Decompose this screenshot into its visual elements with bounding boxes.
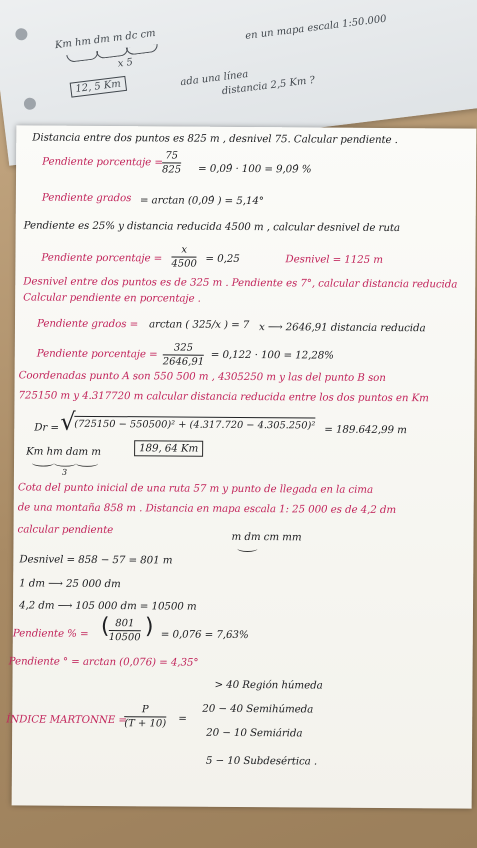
- martonne-row-3: 20 − 10 Semiárida: [206, 726, 303, 740]
- result-9-09: = 0,09̂ · 100 = 9,09̂ %: [198, 162, 312, 176]
- martonne-label: ÍNDICE MARTONNE =: [6, 713, 127, 727]
- unit-arc: [76, 460, 98, 467]
- back-units-row: Km hm dm m dc cm: [54, 27, 157, 52]
- text-line-7: Calcular pendiente en porcentaje .: [23, 291, 201, 305]
- unit-arc: [237, 545, 257, 552]
- paren-close: ): [144, 614, 154, 640]
- text-line-14: Cota del punto inicial de una ruta 57 m y punto de llegada en la cima: [17, 481, 374, 496]
- text-line-4: Pendiente es 25% y distancia reducida 4500 m , calcular desnivel de ruta: [23, 219, 401, 235]
- text-line-15: de una montaña 858 m . Distancia en mapa escala 1: 25 000 es de 4,2 dm: [17, 501, 397, 517]
- martonne-row-2: 20 − 40 Semihúmeda: [202, 702, 314, 716]
- back-problem-line2: ada una línea: [179, 68, 249, 89]
- unit-arc: [54, 460, 76, 467]
- fraction-numerator: 325: [163, 342, 204, 355]
- result-0-25: = 0,25: [205, 252, 240, 265]
- paren-open: (: [100, 614, 110, 640]
- result-5-14: = arctan (0,09̂ ) = 5,14°: [139, 194, 264, 208]
- pendiente-pct-label: Pendiente % =: [12, 627, 89, 640]
- conversion-arc: [66, 51, 99, 63]
- fraction-325-2646: [163, 342, 205, 367]
- units-row-2: m dm cm mm: [231, 530, 302, 544]
- text-line-16: calcular pendiente: [17, 523, 114, 537]
- units-row: Km hm dam m: [26, 445, 101, 459]
- fraction-numerator: P: [124, 704, 166, 717]
- boxed-km-result: 189, 64 Km: [134, 440, 203, 456]
- martonne-equals: =: [178, 712, 187, 725]
- fraction-denominator: 825: [162, 164, 182, 176]
- fraction-numerator: x: [171, 244, 197, 257]
- desnivel-calc: Desnivel = 858 − 57 = 801 m: [19, 553, 173, 567]
- conversion-1dm: 1 dm ⟶ 25 000 dm: [19, 577, 121, 591]
- fraction-denominator: (T + 10): [124, 718, 167, 730]
- punch-hole: [15, 28, 28, 41]
- martonne-row-4: 5 − 10 Subdesértica .: [205, 754, 318, 768]
- text-line-1: Distancia entre dos puntos es 825 m , desnivel 75. Calcular pendiente .: [32, 131, 398, 147]
- pendiente-porcentaje-label: Pendiente porcentaje =: [41, 251, 163, 265]
- martonne-row-1: > 40 Región húmeda: [214, 678, 323, 692]
- conversion-4-2dm: 4,2 dm ⟶ 105 000 dm = 10500 m: [18, 599, 197, 613]
- sqrt-symbol: √: [60, 407, 76, 436]
- desnivel-result: Desnivel = 1125 m: [285, 253, 383, 266]
- text-line-10: Coordenadas punto A son 550 500 m , 4305250 m y las del punto B son: [18, 369, 386, 384]
- pendiente-porcentaje-label: Pendiente porcentaje =: [42, 155, 163, 169]
- handwritten-notes-sheet: [6, 125, 477, 808]
- result-189642: = 189.642,99 m: [324, 423, 407, 437]
- fraction-x-4500: [171, 244, 197, 269]
- pendiente-degrees-line: Pendiente ° = arctan (0,076) = 4,35°: [8, 655, 199, 669]
- sqrt-expression: (725150 − 550500)² + (4.317.720 − 4.305.250)²: [74, 416, 315, 432]
- punch-hole: [23, 97, 36, 110]
- fraction-75-825: [162, 150, 181, 175]
- arctan-expression: arctan ( 325/x ) = 7: [148, 318, 250, 332]
- back-boxed-result: 12, 5 Km: [70, 76, 127, 98]
- fraction-denominator: 2646,91: [162, 356, 205, 368]
- pendiente-grados-label: Pendiente grados =: [36, 317, 139, 331]
- text-line-11: 725150 m y 4.317720 m calcular distancia reducida entre los dos puntos en Km: [18, 389, 429, 405]
- back-problem-line1: en un mapa escala 1:50.000: [244, 13, 388, 42]
- pendiente-grados-label: Pendiente grados: [41, 191, 132, 205]
- result-7-63: = 0,076 = 7,63%: [160, 628, 249, 642]
- fraction-denominator: 10500: [108, 632, 141, 644]
- fraction-801-10500: [109, 618, 141, 643]
- distance-result: x ⟶ 2646,91 distancia reducida: [258, 321, 426, 335]
- result-12-28: = 0,122 · 100 = 12,28%: [210, 348, 334, 362]
- fraction-numerator: 75: [162, 150, 181, 163]
- unit-steps: 3: [61, 467, 67, 477]
- fraction-p-t10: [124, 704, 166, 729]
- fraction-numerator: 801: [109, 618, 141, 631]
- conversion-arc: [126, 44, 159, 56]
- text-line-6: Desnivel entre dos puntos es de 325 m . Pendiente es 7°, calcular distancia reducida: [23, 275, 458, 291]
- pendiente-porcentaje-label: Pendiente porcentaje =: [36, 347, 158, 361]
- fraction-denominator: 4500: [171, 258, 197, 270]
- back-factor: x 5: [117, 56, 134, 70]
- back-problem-line3: distancia 2,5 Km ?: [221, 74, 316, 98]
- unit-arc: [32, 460, 54, 467]
- dr-label: Dr =: [34, 421, 59, 434]
